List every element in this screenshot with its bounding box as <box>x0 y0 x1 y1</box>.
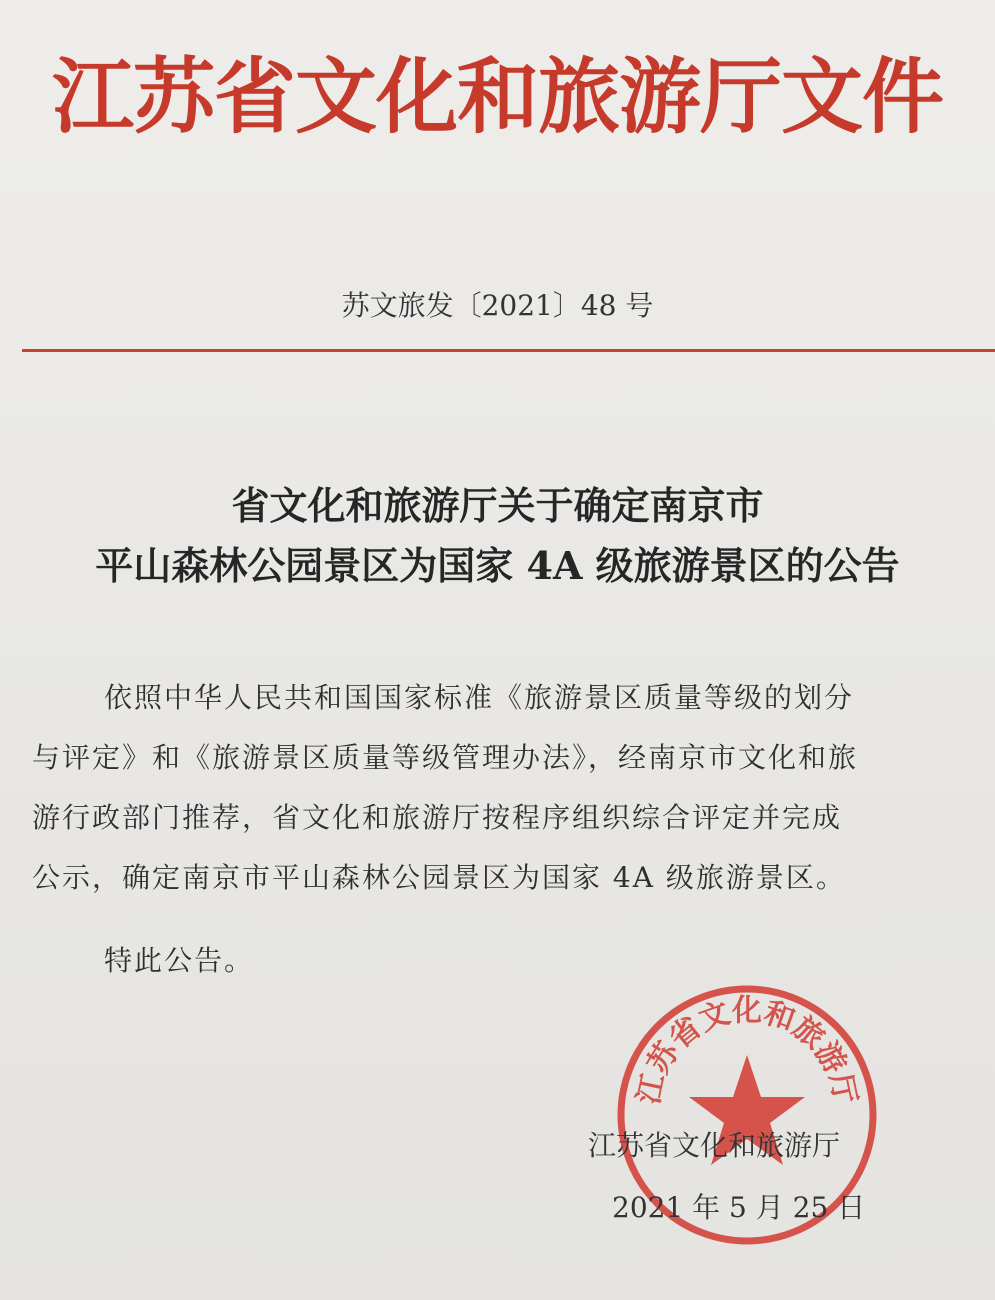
body-line-3: 游行政部门推荐，省文化和旅游厅按程序组织综合评定并完成 <box>32 801 843 834</box>
issuing-authority: 江苏省文化和旅游厅 <box>588 1129 841 1162</box>
body-line-2: 与评定》和《旅游景区质量等级管理办法》，经南京市文化和旅 <box>32 741 859 774</box>
body-line-1: 依照中华人民共和国国家标准《旅游景区质量等级的划分 <box>104 681 855 714</box>
announcement-title <box>0 476 995 596</box>
body-line-4: 公示，确定南京市平山森林公园景区为国家 4A 级旅游景区。 <box>32 861 846 894</box>
issue-date: 2021 年 5 月 25 日 <box>612 1191 866 1224</box>
red-divider-rule <box>22 349 995 352</box>
closing-phrase: 特此公告。 <box>104 944 255 977</box>
masthead-title: 江苏省文化和旅游厅文件 <box>51 49 943 145</box>
document-number: 苏文旅发〔2021〕48 号 <box>341 289 654 322</box>
title-line-2: 平山森林公园景区为国家 4A 级旅游景区的公告 <box>95 543 900 588</box>
seal-arc-text: 江苏省文化和旅游厅 <box>631 993 863 1108</box>
title-line-1: 省文化和旅游厅关于确定南京市 <box>231 483 764 528</box>
announcement-body <box>32 668 972 908</box>
